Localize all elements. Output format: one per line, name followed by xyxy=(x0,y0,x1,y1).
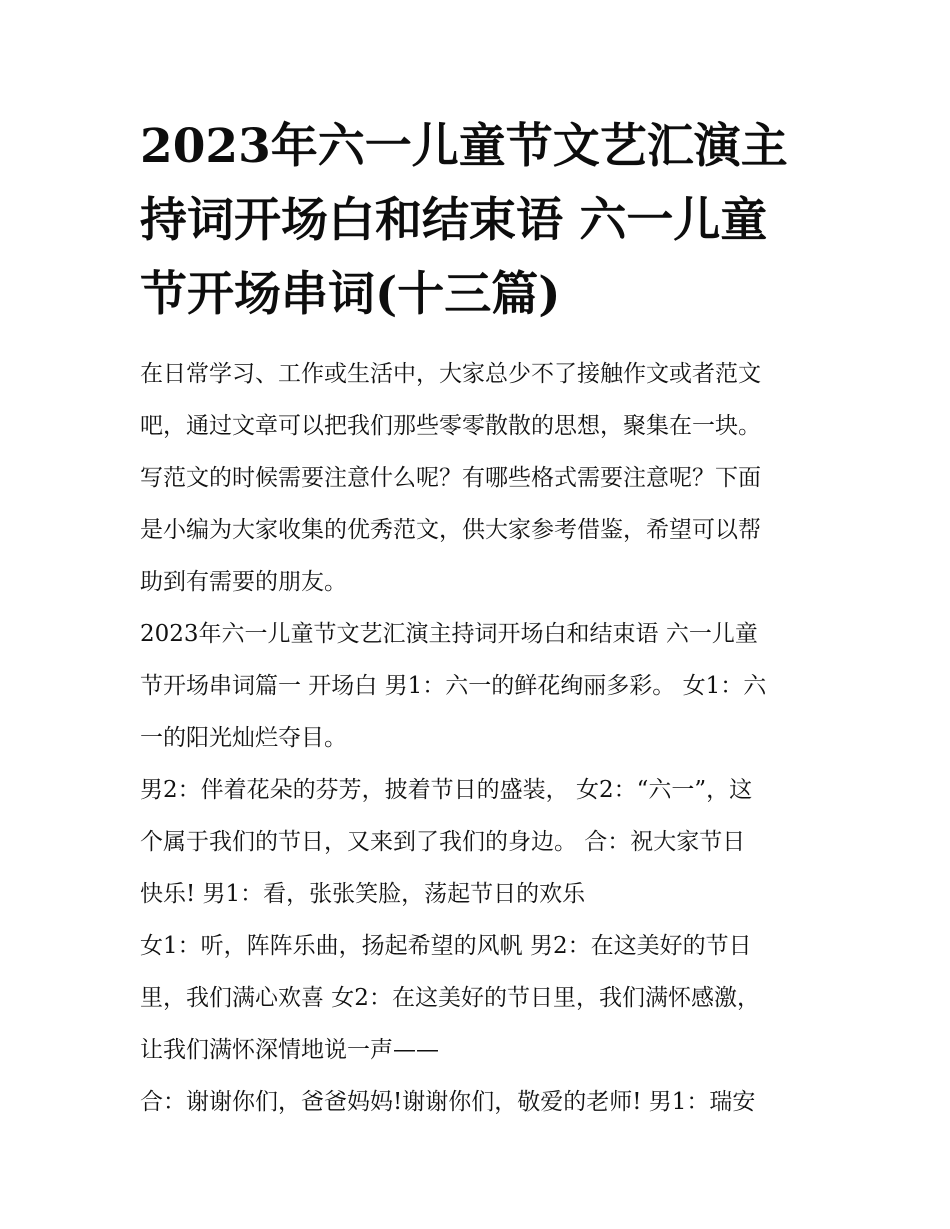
dialogue-paragraph xyxy=(140,1076,820,1128)
text-line: 一的阳光灿烂夺目。 xyxy=(140,725,347,751)
document-body xyxy=(140,348,820,1128)
text-line: 快乐! 男1：看，张张笑脸，荡起节日的欢乐 xyxy=(140,881,586,907)
dialogue-paragraph xyxy=(140,920,820,1076)
document-page xyxy=(140,110,820,1128)
text-line: 男2：伴着花朵的芬芳，披着节日的盛装， 女2：“六一”，这 xyxy=(140,777,753,803)
text-line: 写范文的时候需要注意什么呢？有哪些格式需要注意呢？下面 xyxy=(140,465,761,491)
text-line: 2023年六一儿童节文艺汇演主持词开场白和结束语 六一儿童 xyxy=(140,621,758,647)
text-line: 合：谢谢你们，爸爸妈妈!谢谢你们，敬爱的老师! 男1：瑞安 xyxy=(140,1089,756,1115)
dialogue-paragraph xyxy=(140,764,820,920)
text-line: 吧，通过文章可以把我们那些零零散散的思想，聚集在一块。 xyxy=(140,413,761,439)
text-line: 节开场串词篇一 开场白 男1：六一的鲜花绚丽多彩。 女1：六 xyxy=(140,673,767,699)
text-line: 让我们满怀深情地说一声—— xyxy=(140,1037,439,1063)
title-line-2: 持词开场白和结束语 六一儿童 xyxy=(140,193,768,248)
text-line: 个属于我们的节日，又来到了我们的身边。 合：祝大家节日 xyxy=(140,829,746,855)
text-line: 助到有需要的朋友。 xyxy=(140,569,347,595)
title-line-3: 节开场串词(十三篇) xyxy=(140,267,561,322)
document-title xyxy=(140,110,820,332)
title-line-1: 2023年六一儿童节文艺汇演主 xyxy=(140,119,788,174)
text-line: 女1：听，阵阵乐曲，扬起希望的风帆 男2：在这美好的节日 xyxy=(140,933,752,959)
intro-paragraph xyxy=(140,348,820,608)
text-line: 在日常学习、工作或生活中，大家总少不了接触作文或者范文 xyxy=(140,361,761,387)
text-line: 是小编为大家收集的优秀范文，供大家参考借鉴，希望可以帮 xyxy=(140,517,761,543)
opening-paragraph xyxy=(140,608,820,764)
text-line: 里，我们满心欢喜 女2：在这美好的节日里，我们满怀感激， xyxy=(140,985,760,1011)
